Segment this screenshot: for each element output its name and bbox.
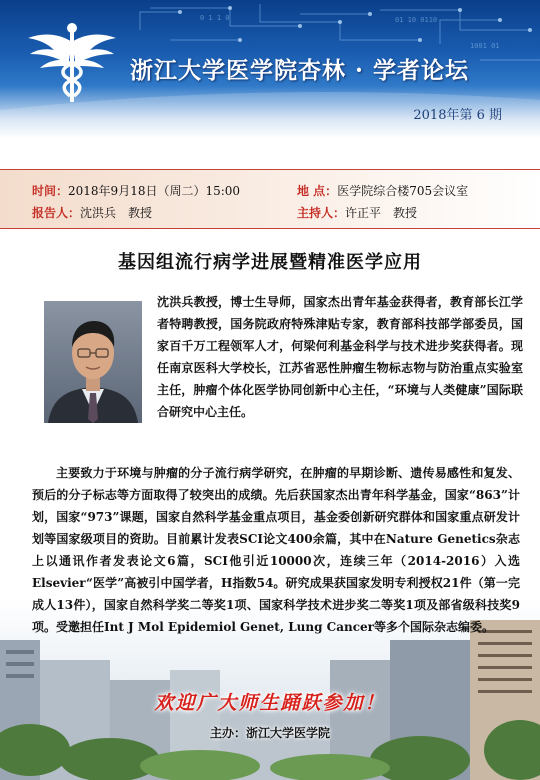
welcome-banner: 欢迎广大师生踊跃参加！ — [154, 692, 386, 714]
speaker-portrait-photo — [44, 301, 142, 423]
host-row — [297, 204, 417, 221]
time-value: 2018年9月18日（周二）15:00 — [68, 184, 241, 198]
speaker-bio: 沈洪兵教授，博士生导师，国家杰出青年基金获得者，教育部长江学者特聘教授，国务院政府特殊津贴专家，教育部科技部学部委员，国家百千万工程领军人才，何梁何利基金科学与技术进步奖获得者。现任南京医科大学校长，江苏省恶性肿瘤生物标志物与防治重点实验室主任，肿瘤个体化医学协同创新中心主任，“环境与人类健康”国际联合研究中心主任。 — [157, 295, 523, 419]
caduceus-wings-logo-icon — [26, 16, 118, 108]
speaker-label: 报告人： — [32, 206, 81, 220]
time-label: 时间： — [32, 184, 69, 198]
header-banner — [0, 0, 540, 138]
talk-title: 基因组流行病学进展暨精准医学应用 — [118, 252, 422, 273]
place-row — [297, 182, 468, 199]
event-info-block — [0, 169, 540, 229]
forum-title: 浙江大学医学院杏林 · 学者论坛 — [130, 57, 470, 84]
host-label: 主持人： — [297, 206, 346, 220]
research-summary: 主要致力于环境与肿瘤的分子流行病学研究，在肿瘤的早期诊断、遗传易感性和复发、预后的分子标志等方面取得了较突出的成绩。先后获国家杰出青年科学基金，国家“863”计划，国家“973”课题，国家自然科学基金重点项目，基金委创新研究群体和国家重点研发计划等国家级项目的资助。目前累计发表SCI论文400余篇，其中在Nature Genetics杂志上以通讯作者发表论文6篇，SCI他引近10000次，连续三年（2014-2016）入选Elsevier“医学”高被引中国学者，H指数54。研究成果获国家发明专利授权21件（第一完成人13件），国家自然科学奖二等奖1项、国家科学技术进步奖二等奖1项及部省级科技奖9项。受邀担任Int J Mol Epidemiol Genet, Lung Cancer等多个国际杂志编委。 — [32, 466, 520, 634]
place-label: 地 点： — [297, 184, 338, 198]
place-value: 医学院综合楼705会议室 — [337, 184, 469, 198]
svg-text:0 1 1 0: 0 1 1 0 — [200, 14, 230, 22]
issue-number: 2018年第 6 期 — [413, 108, 502, 123]
speaker-row — [32, 204, 152, 221]
svg-text:1001 01: 1001 01 — [470, 42, 500, 50]
svg-text:01 10 0110: 01 10 0110 — [395, 16, 438, 24]
organizer-line: 主办：浙江大学医学院 — [209, 726, 330, 740]
speaker-value: 沈洪兵 教授 — [80, 206, 153, 220]
time-row — [32, 182, 240, 199]
host-value: 许正平 教授 — [345, 206, 418, 220]
